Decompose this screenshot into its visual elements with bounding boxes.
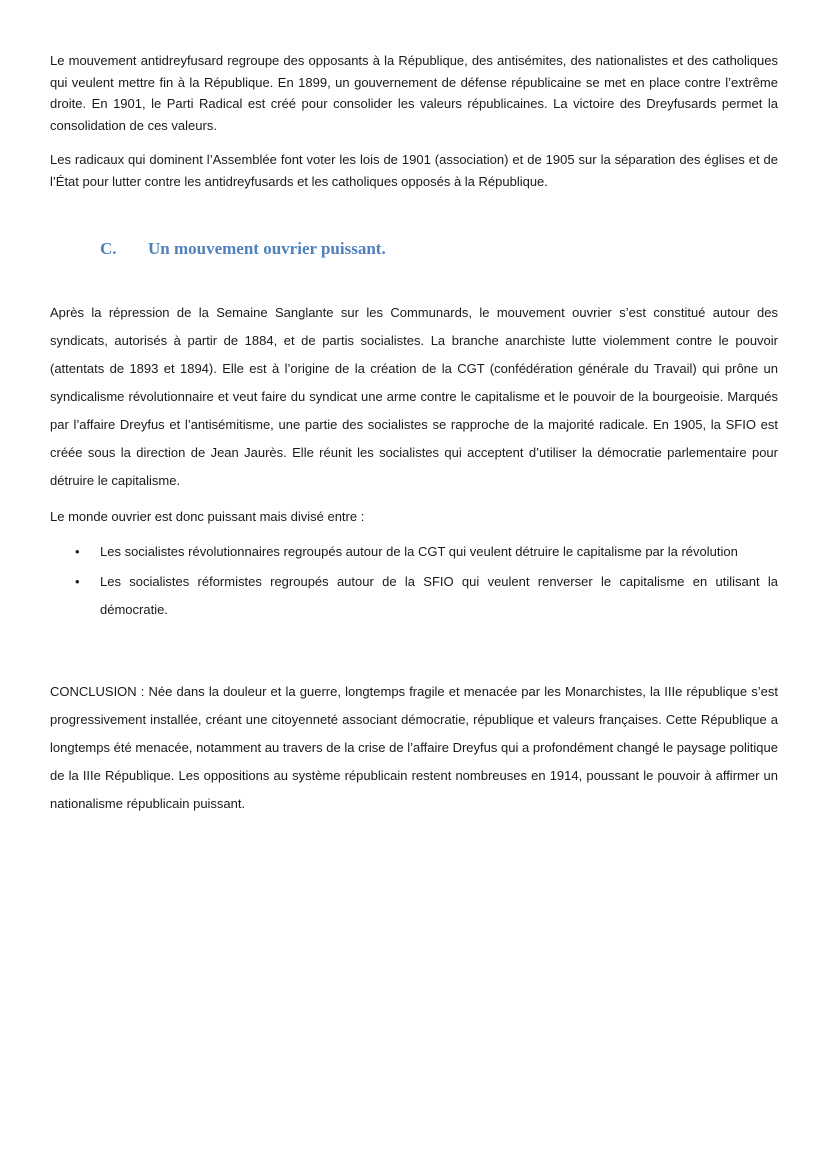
list-item bbox=[50, 568, 778, 624]
section-c-number: C. bbox=[100, 239, 117, 258]
paragraph-antidreyfusard: Le mouvement antidreyfusard regroupe des opposants à la République, des antisémites, des nationalistes et des catholiques qui veulent mettre fin à la République. En 1899, un gouvernement de défense républicaine se met en place contre l’extrême droite. En 1901, le Parti Radical est créé pour consolider les valeurs républicaines. La victoire des Dreyfusards permet la consolidation de ces valeurs. bbox=[50, 53, 778, 133]
section-c-title: Un mouvement ouvrier puissant. bbox=[148, 239, 386, 258]
section-c-heading bbox=[100, 237, 778, 261]
bullet-list bbox=[50, 538, 778, 624]
list-item-text: Les socialistes révolutionnaires regroupés autour de la CGT qui veulent détruire le capitalisme par la révolution bbox=[100, 544, 738, 559]
document-page bbox=[50, 50, 778, 818]
list-item-text: Les socialistes réformistes regroupés autour de la SFIO qui veulent renverser le capitalisme en utilisant la démocratie. bbox=[100, 574, 778, 617]
paragraph-workers-movement: Après la répression de la Semaine Sanglante sur les Communards, le mouvement ouvrier s’est constitué autour des syndicats, autorisés à partir de 1884, et de partis socialistes. La branche anarchiste lutte violemment contre le pouvoir (attentats de 1893 et 1894). Elle est à l’origine de la création de la CGT (confédération générale du Travail) qui prône un syndicalisme révolutionnaire et veut faire du syndicat une arme contre le capitalisme et le pouvoir de la bourgeoisie. Marqués par l’affaire Dreyfus et l’antisémitisme, une partie des socialistes se rapproche de la majorité radicale. En 1905, la SFIO est créée sous la direction de Jean Jaurès. Elle réunit les socialistes qui acceptent d’utiliser la démocratie parlementaire pour détruire le capitalisme. bbox=[50, 305, 778, 488]
paragraph-radicaux-laws: Les radicaux qui dominent l’Assemblée font voter les lois de 1901 (association) et de 1905 sur la séparation des églises et de l’État pour lutter contre les antidreyfusards et les catholiques opposés à la République. bbox=[50, 152, 778, 189]
bullet-icon: • bbox=[75, 544, 80, 559]
paragraph-divided-intro: Le monde ouvrier est donc puissant mais divisé entre : bbox=[50, 509, 365, 524]
bullet-icon: • bbox=[75, 574, 80, 589]
paragraph-conclusion: CONCLUSION : Née dans la douleur et la guerre, longtemps fragile et menacée par les Monarchistes, la IIIe république s’est progressivement installée, créant une citoyenneté associant démocratie, république et valeurs françaises. Cette République a longtemps été menacée, notamment au travers de la crise de l’affaire Dreyfus qui a profondément changé le paysage politique de la IIIe République. Les oppositions au système républicain restent nombreuses en 1914, poussant le pouvoir à affirmer un nationalisme républicain puissant. bbox=[50, 684, 778, 811]
list-item bbox=[50, 538, 778, 566]
